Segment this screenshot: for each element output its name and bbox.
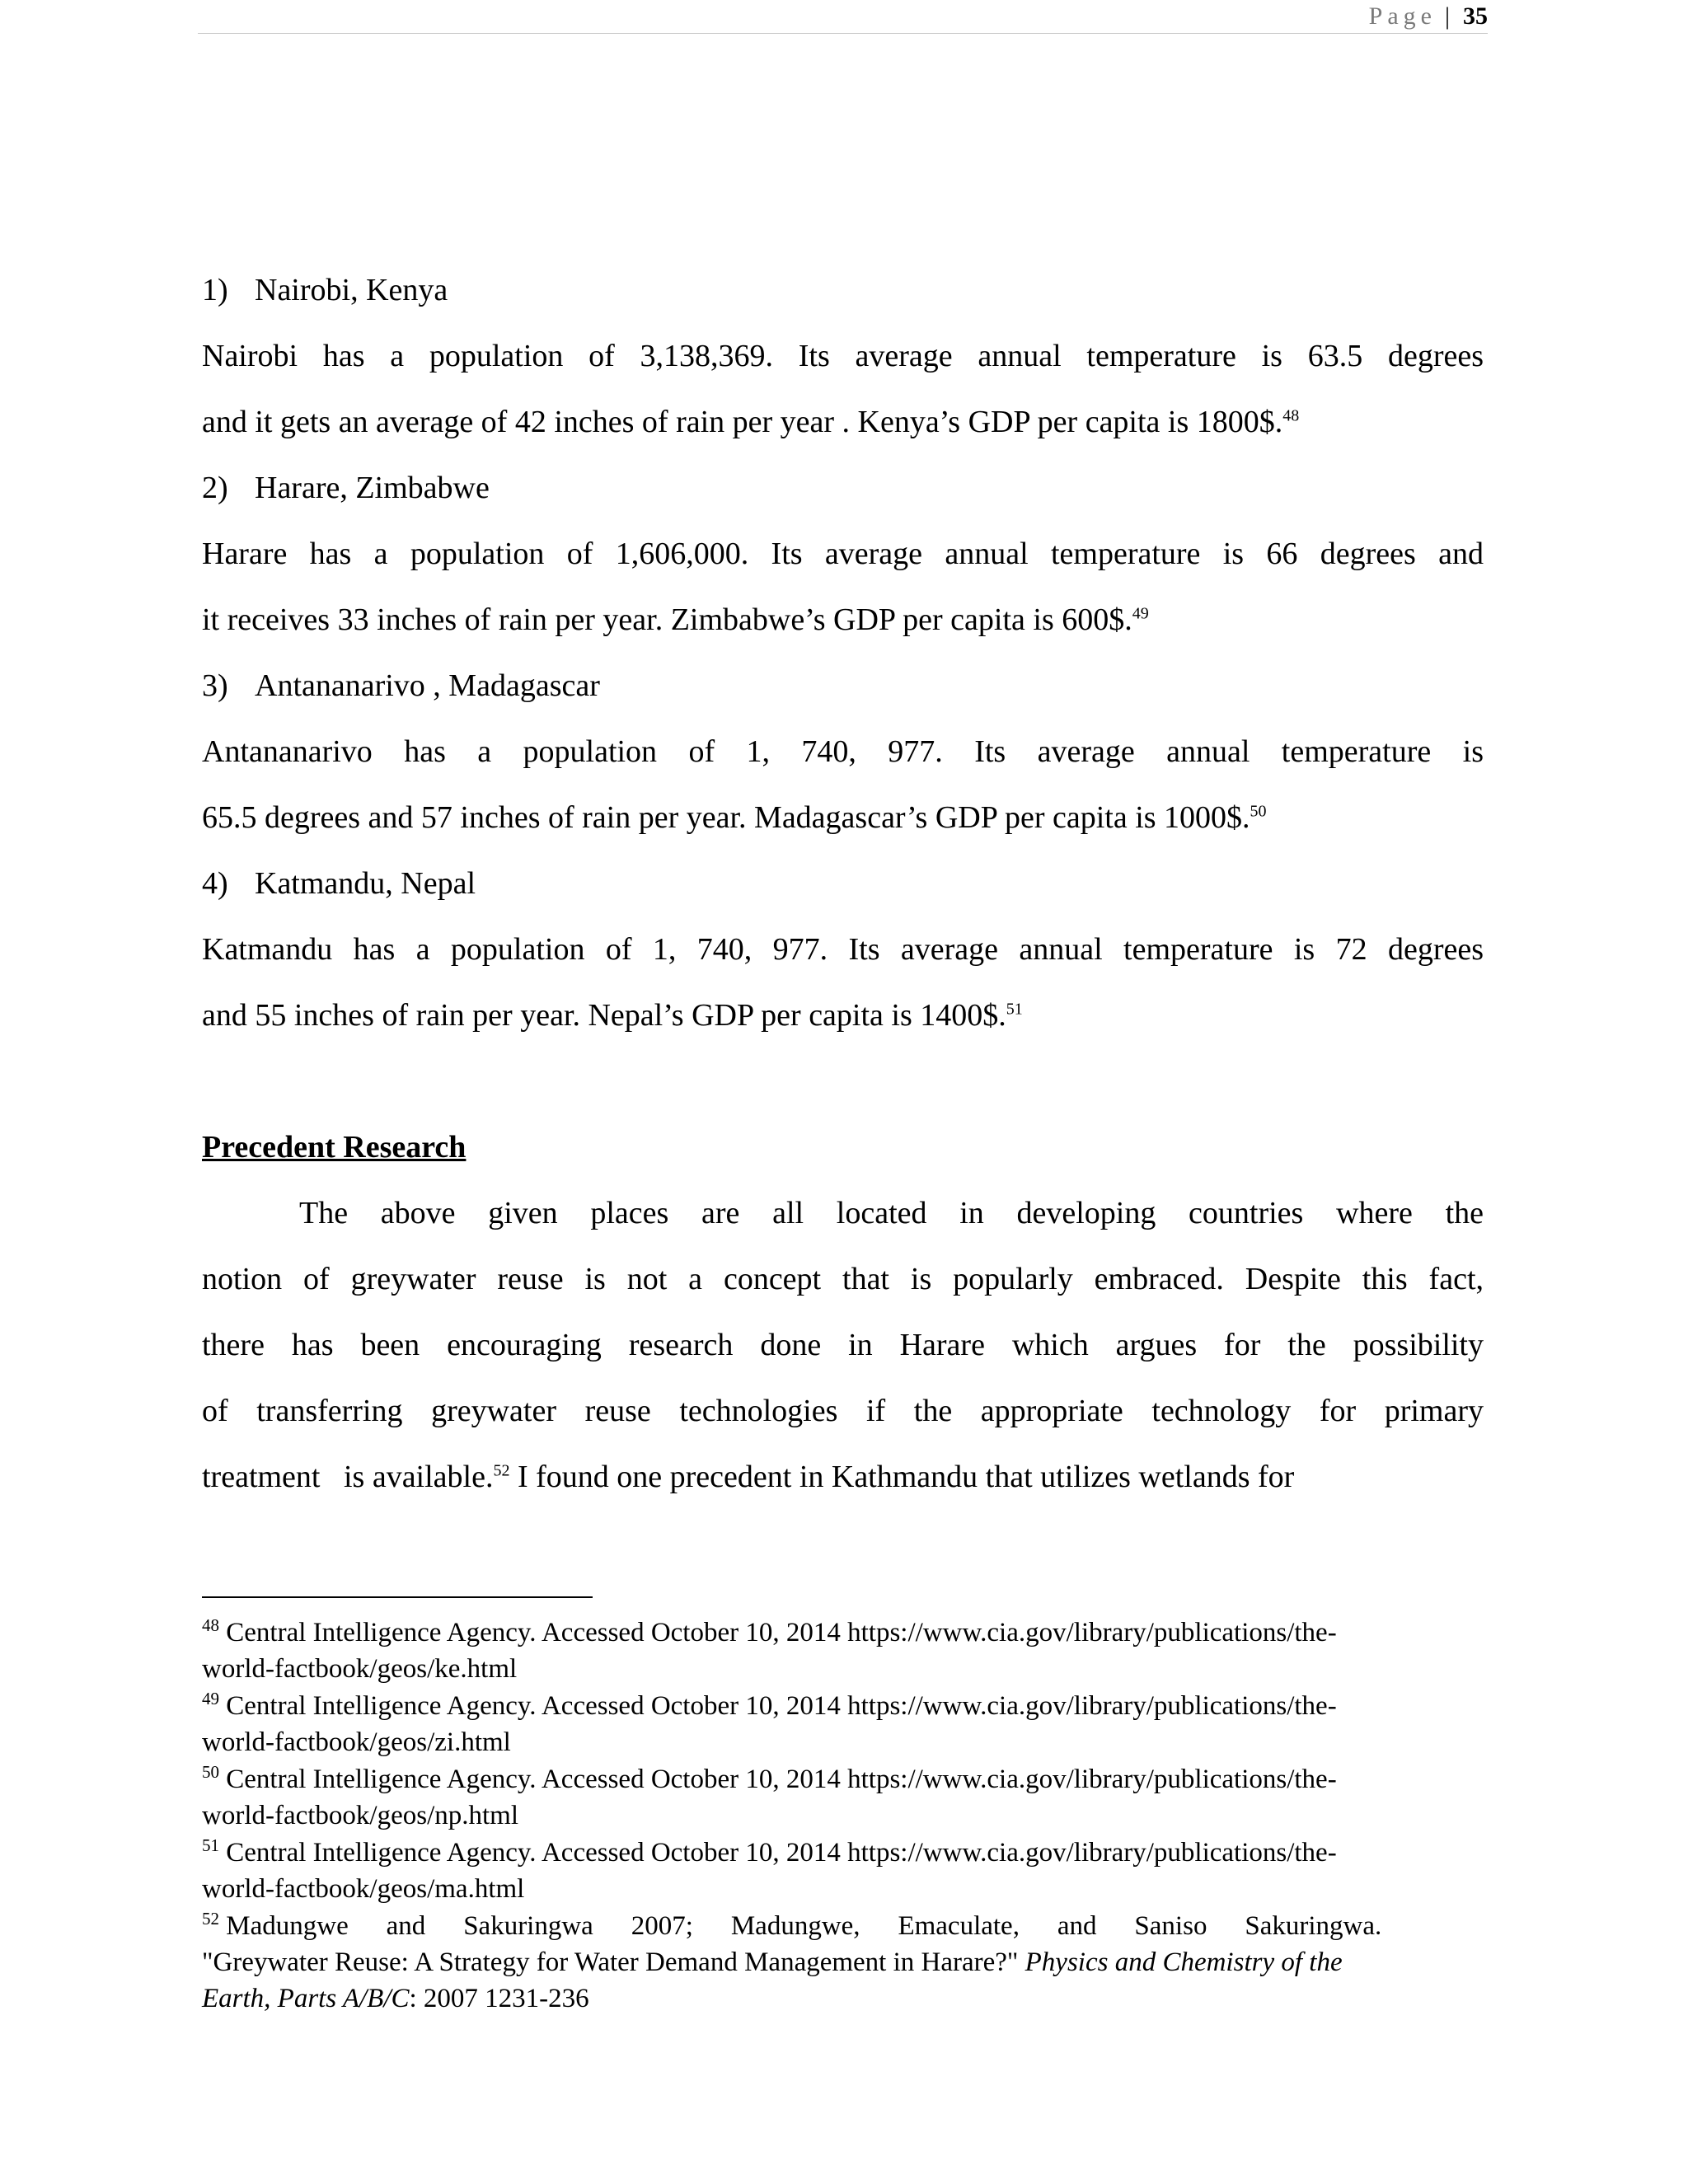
page-separator: | [1444,2,1450,30]
list-item-title [202,665,600,706]
city-title: Antananarivo , Madagascar [255,668,600,703]
footnote-ref[interactable]: 48 [1282,406,1300,425]
footnote-ref[interactable]: 50 [1250,802,1267,821]
footnote [202,1835,1447,1871]
list-item-title [202,863,476,904]
journal-name: Earth, Parts A/B/C [202,1984,410,2013]
footnote-continuation [202,1980,1447,2017]
list-number: 4) [202,866,228,901]
body-line [202,401,1299,443]
footnote-ref[interactable]: 49 [1132,604,1149,623]
footnote [202,1688,1447,1724]
footnote-ref[interactable]: 52 [493,1461,510,1480]
journal-name: Physics and Chemistry of the [1025,1947,1343,1977]
footnote-continuation[interactable]: world-factbook/geos/ke.html [202,1654,518,1684]
list-number: 1) [202,273,228,307]
body-line: Katmandu has a population of 1, 740, 977. Its average annual temperature is 72 degrees [202,932,1484,967]
body-text: I found one precedent in Kathmandu that utilizes wetlands for [509,1460,1295,1494]
footnote [202,1761,1447,1797]
footnote-text[interactable]: Central Intelligence Agency. Accessed October 10, 2014 https://www.cia.gov/library/publications/the- [226,1618,1337,1647]
footnote [202,1615,1447,1651]
footnote-number: 50 [202,1762,219,1782]
body-line [202,797,1267,838]
footnote-continuation[interactable]: world-factbook/geos/ma.html [202,1874,525,1904]
body-text: and 55 inches of rain per year. Nepal’s GDP per capita is 1400$. [202,998,1006,1033]
city-title: Katmandu, Nepal [255,866,476,901]
section-heading: Precedent Research [202,1130,467,1165]
list-number: 2) [202,471,228,505]
citation-details: : 2007 1231-236 [409,1984,589,2013]
page-number: 35 [1463,2,1488,30]
footnote [202,1908,1447,1944]
body-line [202,995,1023,1036]
footnote-ref[interactable]: 51 [1006,1000,1023,1019]
footnote-continuation [202,1944,1447,1980]
article-title: "Greywater Reuse: A Strategy for Water Demand Management in Harare?" [202,1947,1025,1977]
body-text: 65.5 degrees and 57 inches of rain per year. Madagascar’s GDP per capita is 1000$. [202,800,1250,835]
list-item-title [202,467,490,509]
body-line: notion of greywater reuse is not a concept that is popularly embraced. Despite this fact, [202,1262,1484,1296]
city-title: Harare, Zimbabwe [255,471,490,505]
list-number: 3) [202,668,228,703]
list-item-title [202,269,448,311]
footnote-number: 52 [202,1909,219,1929]
body-line [202,599,1149,640]
page-label: Page [1368,2,1437,30]
footnote-text[interactable]: Central Intelligence Agency. Accessed October 10, 2014 https://www.cia.gov/library/publications/the- [226,1838,1337,1868]
body-line: Harare has a population of 1,606,000. Its average annual temperature is 66 degrees and [202,537,1484,571]
body-text: and it gets an average of 42 inches of rain per year . Kenya’s GDP per capita is 1800$. [202,405,1283,439]
body-text: it receives 33 inches of rain per year. Zimbabwe’s GDP per capita is 600$. [202,602,1132,637]
footnote-number: 48 [202,1615,219,1635]
body-line: Nairobi has a population of 3,138,369. Its average annual temperature is 63.5 degrees [202,339,1484,373]
footnote-text[interactable]: Central Intelligence Agency. Accessed October 10, 2014 https://www.cia.gov/library/publications/the- [226,1765,1337,1794]
footnote-continuation[interactable]: world-factbook/geos/np.html [202,1801,519,1830]
body-line: of transferring greywater reuse technologies if the appropriate technology for primary [202,1394,1484,1428]
body-line [202,1456,1484,1497]
footnote-separator [202,1596,593,1598]
footnote-number: 49 [202,1689,219,1708]
footnote-continuation[interactable]: world-factbook/geos/zi.html [202,1727,511,1757]
body-line: there has been encouraging research done in Harare which argues for the possibility [202,1328,1484,1362]
footnote-number: 51 [202,1835,219,1855]
body-text: treatment is available. [202,1460,494,1494]
footnote-text[interactable]: Central Intelligence Agency. Accessed October 10, 2014 https://www.cia.gov/library/publications/the- [226,1691,1337,1721]
footnote-text: Madungwe and Sakuringwa 2007; Madungwe, Emaculate, and Saniso Sakuringwa. [226,1911,1382,1941]
page-header [198,0,1488,34]
body-line: The above given places are all located in developing countries where the [299,1196,1484,1230]
city-title: Nairobi, Kenya [255,273,448,307]
body-line: Antananarivo has a population of 1, 740, 977. Its average annual temperature is [202,734,1484,769]
